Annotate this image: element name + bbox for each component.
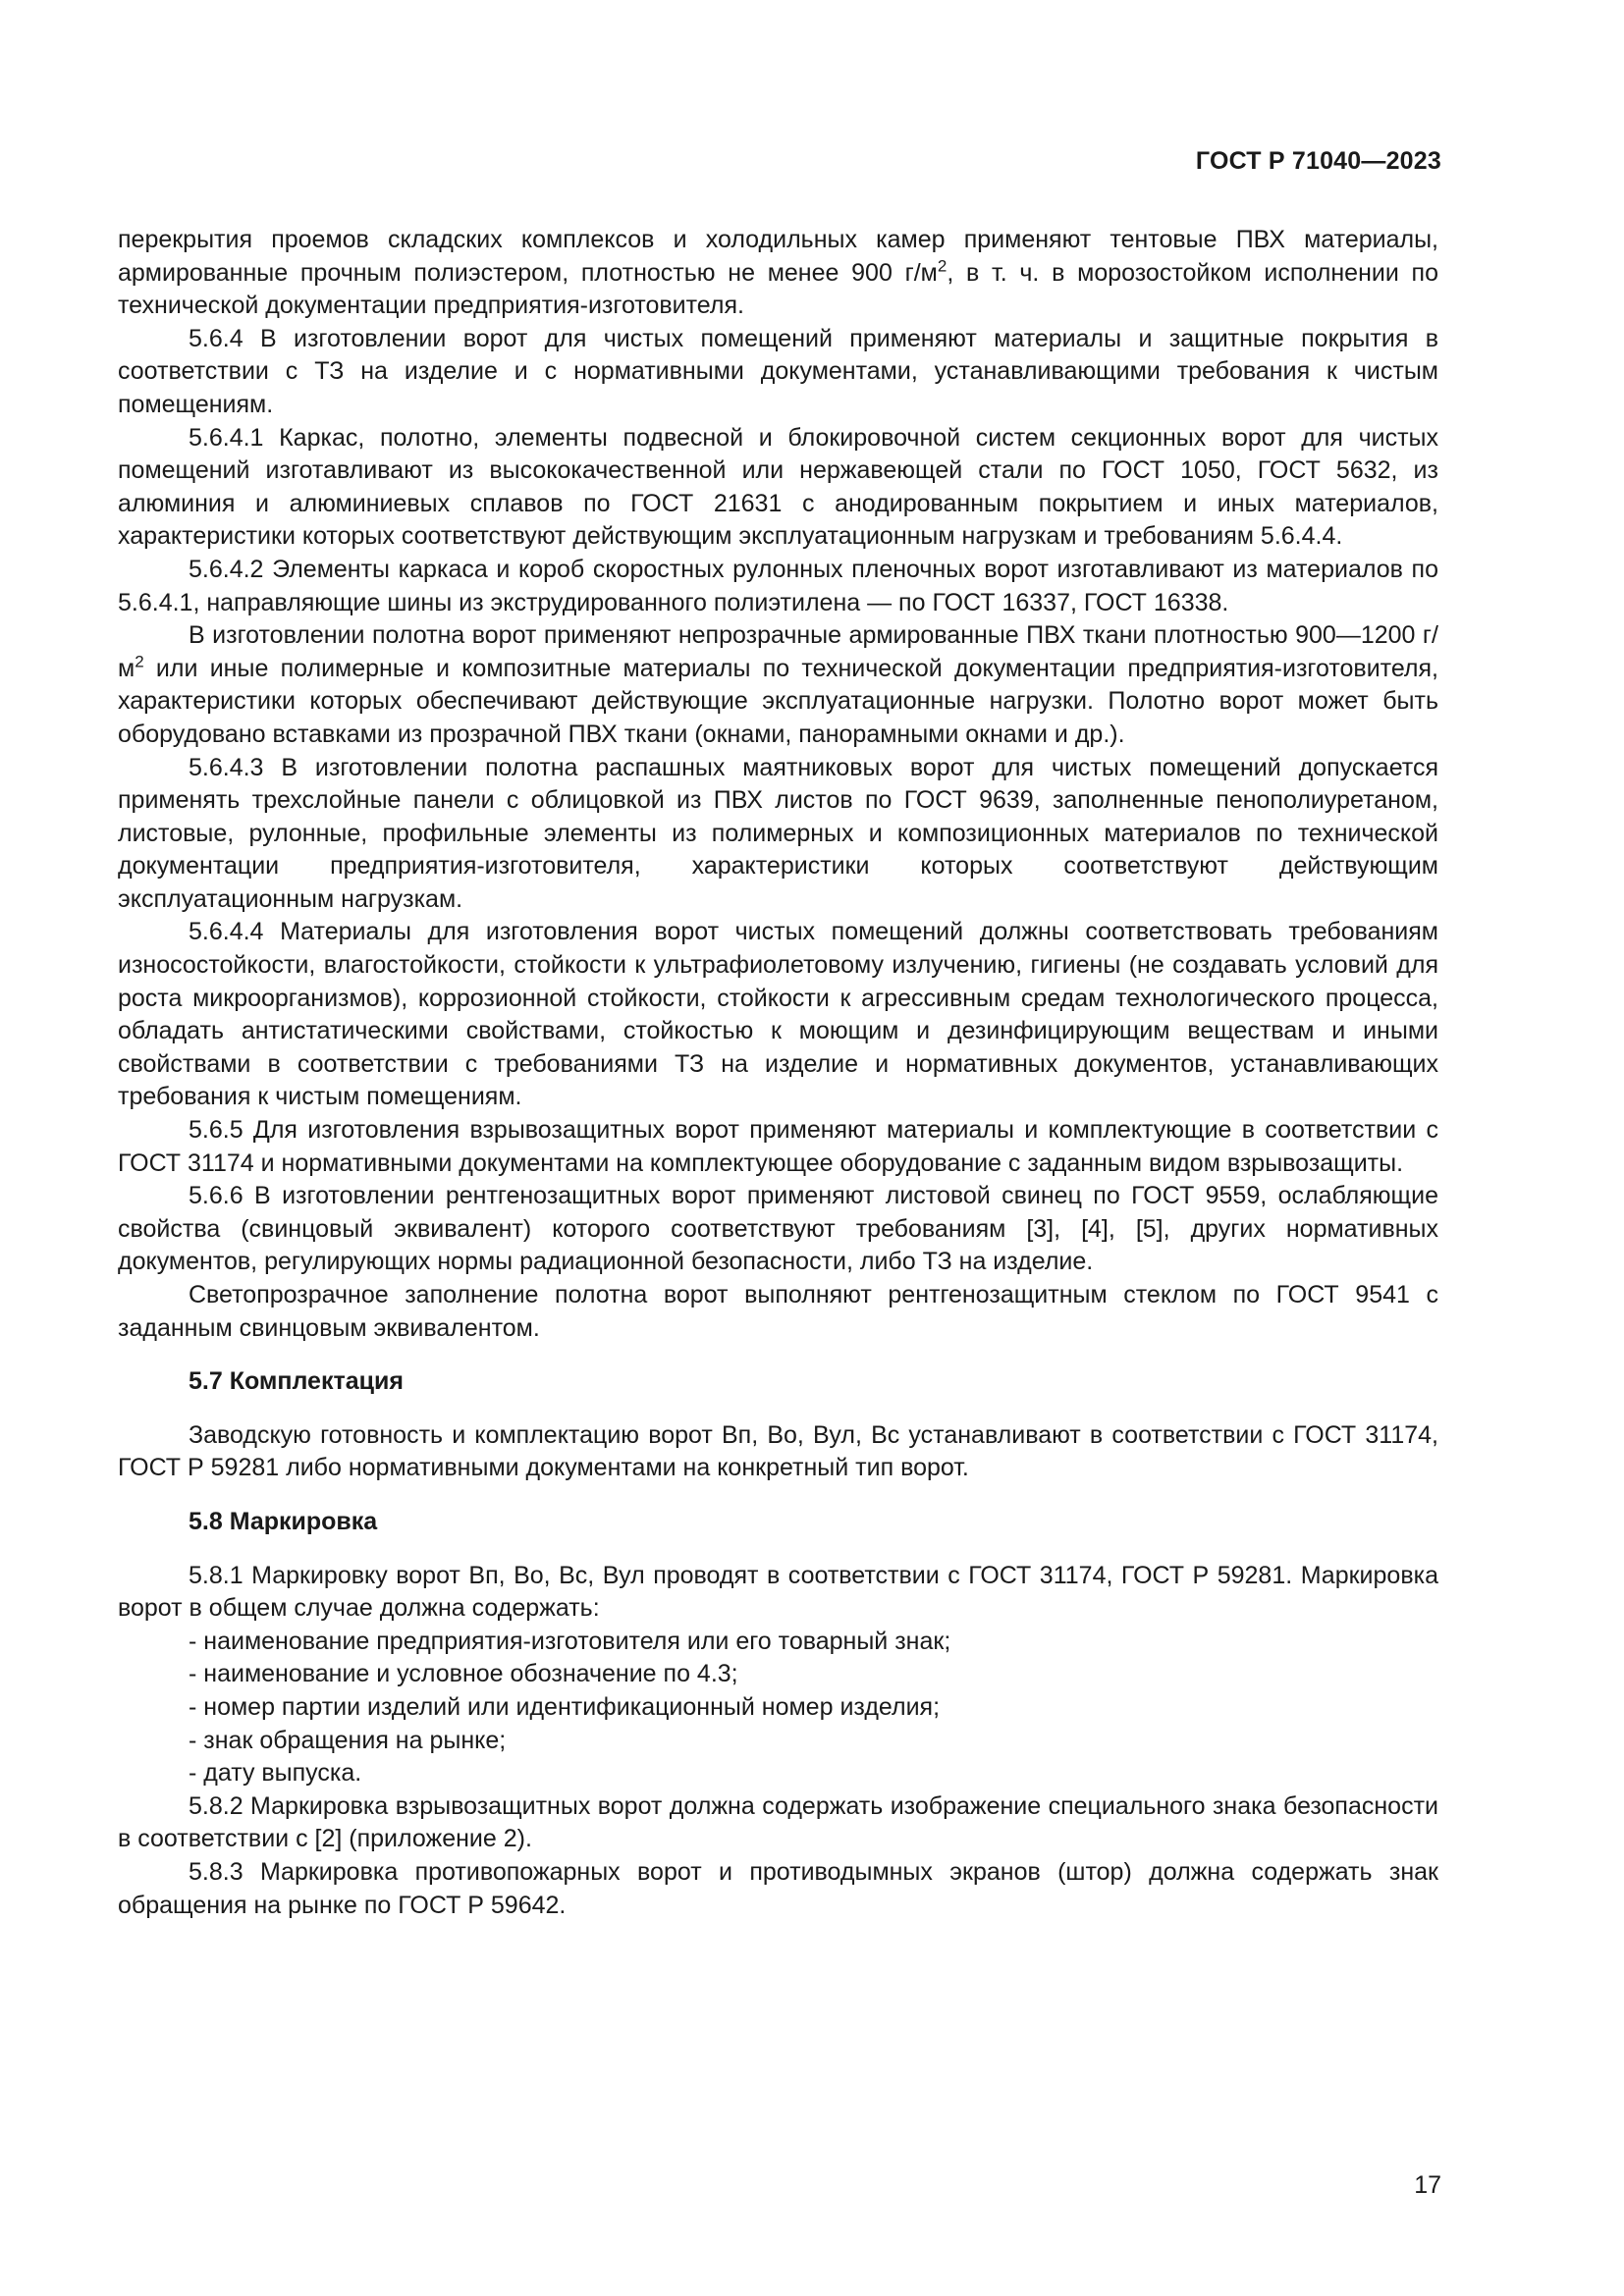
paragraph-5-8-3: 5.8.3 Маркировка противопожарных ворот и противодымных экранов (штор) должна содержать знак обращения на рынке по ГОСТ Р 59642.	[118, 1857, 1438, 1919]
paragraph-5-6-4-3: 5.6.4.3 В изготовлении полотна распашных маятниковых ворот для чистых помещений допускается применять трехслойные панели с облицовкой из ПВХ листов по ГОСТ 9639, заполненные пенополиуретаном, листовые, рулонные, профильные элементы из полимерных и композиционных материалов по технической документации предприятия-изготовителя, характеристики которых соответствуют действующим эксплуатационным нагрузкам.	[118, 753, 1438, 913]
paragraph-text: В изготовлении полотна ворот применяют непрозрачные армированные ПВХ ткани плотностью 900—1200 г/м	[118, 621, 1438, 682]
paragraph-text: перекрытия проемов складских комплексов и холодильных камер применяют тентовые ПВХ материалы, армированные прочным полиэстером, плотностью не менее 900 г/м	[118, 226, 1438, 287]
paragraph-5-6-6: 5.6.6 В изготовлении рентгенозащитных ворот применяют листовой свинец по ГОСТ 9559, ослабляющие свойства (свинцовый эквивалент) которого соответствуют требованиям [3], [4], [5], других нормативных документов, регулирующих нормы радиационной безопасности, либо ТЗ на изделие.	[118, 1182, 1438, 1276]
paragraph-5-6-4-1: 5.6.4.1 Каркас, полотно, элементы подвесной и блокировочной систем секционных ворот для чистых помещений изготавливают из высококачественной или нержавеющей стали по ГОСТ 1050, ГОСТ 5632, из алюминия и алюминиевых сплавов по ГОСТ 21631 с анодированным покрытием и иных материалов, характеристики которых соответствуют действующим эксплуатационным нагрузкам и требованиям 5.6.4.4.	[118, 423, 1438, 551]
list-item: - знак обращения на рынке;	[189, 1726, 507, 1754]
paragraph-5-7: Заводскую готовность и комплектацию ворот Вп, Во, Вул, Вс устанавливают в соответствии с ГОСТ 31174, ГОСТ Р 59281 либо нормативными документами на конкретный тип ворот.	[118, 1420, 1438, 1482]
list-item: - наименование предприятия-изготовителя или его товарный знак;	[189, 1627, 951, 1655]
paragraph-fabric	[118, 619, 1438, 751]
paragraph-5-8-2: 5.8.2 Маркировка взрывозащитных ворот должна содержать изображение специального знака безопасности в соответствии с [2] (приложение 2).	[118, 1791, 1438, 1853]
document-body	[118, 224, 1438, 1922]
paragraph-5-8-1: 5.8.1 Маркировку ворот Вп, Во, Вс, Вул проводят в соответствии с ГОСТ 31174, ГОСТ Р 59281. Маркировка ворот в общем случае должна содержать:	[118, 1561, 1438, 1623]
superscript: 2	[937, 256, 947, 276]
section-heading-5-7: 5.7 Комплектация	[189, 1367, 404, 1396]
section-heading-5-8: 5.8 Маркировка	[189, 1507, 378, 1535]
paragraph-5-6-4: 5.6.4 В изготовлении ворот для чистых помещений применяют материалы и защитные покрытия в соответствии с ТЗ на изделие и с нормативными документами, устанавливающими требования к чистым помещениям.	[118, 324, 1438, 418]
list-item: - дату выпуска.	[189, 1759, 362, 1788]
list-item: - номер партии изделий или идентификационный номер изделия;	[189, 1692, 941, 1721]
document-code-header: ГОСТ Р 71040—2023	[1195, 147, 1441, 175]
superscript: 2	[135, 652, 144, 671]
paragraph-glazing: Светопрозрачное заполнение полотна ворот выполняют рентгенозащитным стеклом по ГОСТ 9541 с заданным свинцовым эквивалентом.	[118, 1281, 1438, 1342]
page-number: 17	[1414, 2171, 1441, 2199]
paragraph-continuation	[118, 224, 1438, 323]
paragraph-text: или иные полимерные и композитные материалы по технической документации предприятия-изготовителя, характеристики которых обеспечивают действующие эксплуатационные нагрузки. Полотно ворот может быть оборудовано вставками из прозрачной ПВХ ткани (окнами, панорамными окнами и др.).	[118, 654, 1438, 748]
paragraph-5-6-5: 5.6.5 Для изготовления взрывозащитных ворот применяют материалы и комплектующие в соответствии с ГОСТ 31174 и нормативными документами на комплектующее оборудование с заданным видом взрывозащиты.	[118, 1116, 1438, 1177]
paragraph-text: , в т. ч. в морозостойком исполнении по технической документации предприятия-изготовителя.	[118, 258, 1438, 320]
paragraph-5-6-4-4: 5.6.4.4 Материалы для изготовления ворот чистых помещений должны соответствовать требованиям износостойкости, влагостойкости, стойкости к ультрафиолетовому излучению, гигиены (не создавать условий для роста микроорганизмов), коррозионной стойкости, стойкости к агрессивным средам технологического процесса, обладать антистатическими свойствами, стойкостью к моющим и дезинфицирующим веществам и иными свойствами в соответствии с требованиями ТЗ на изделие и нормативных документов, устанавливающих требования к чистым помещениям.	[118, 918, 1438, 1111]
paragraph-5-6-4-2: 5.6.4.2 Элементы каркаса и короб скоростных рулонных пленочных ворот изготавливают из материалов по 5.6.4.1, направляющие шины из экструдированного полиэтилена — по ГОСТ 16337, ГОСТ 16338.	[118, 555, 1438, 616]
list-item: - наименование и условное обозначение по 4.3;	[189, 1660, 738, 1688]
